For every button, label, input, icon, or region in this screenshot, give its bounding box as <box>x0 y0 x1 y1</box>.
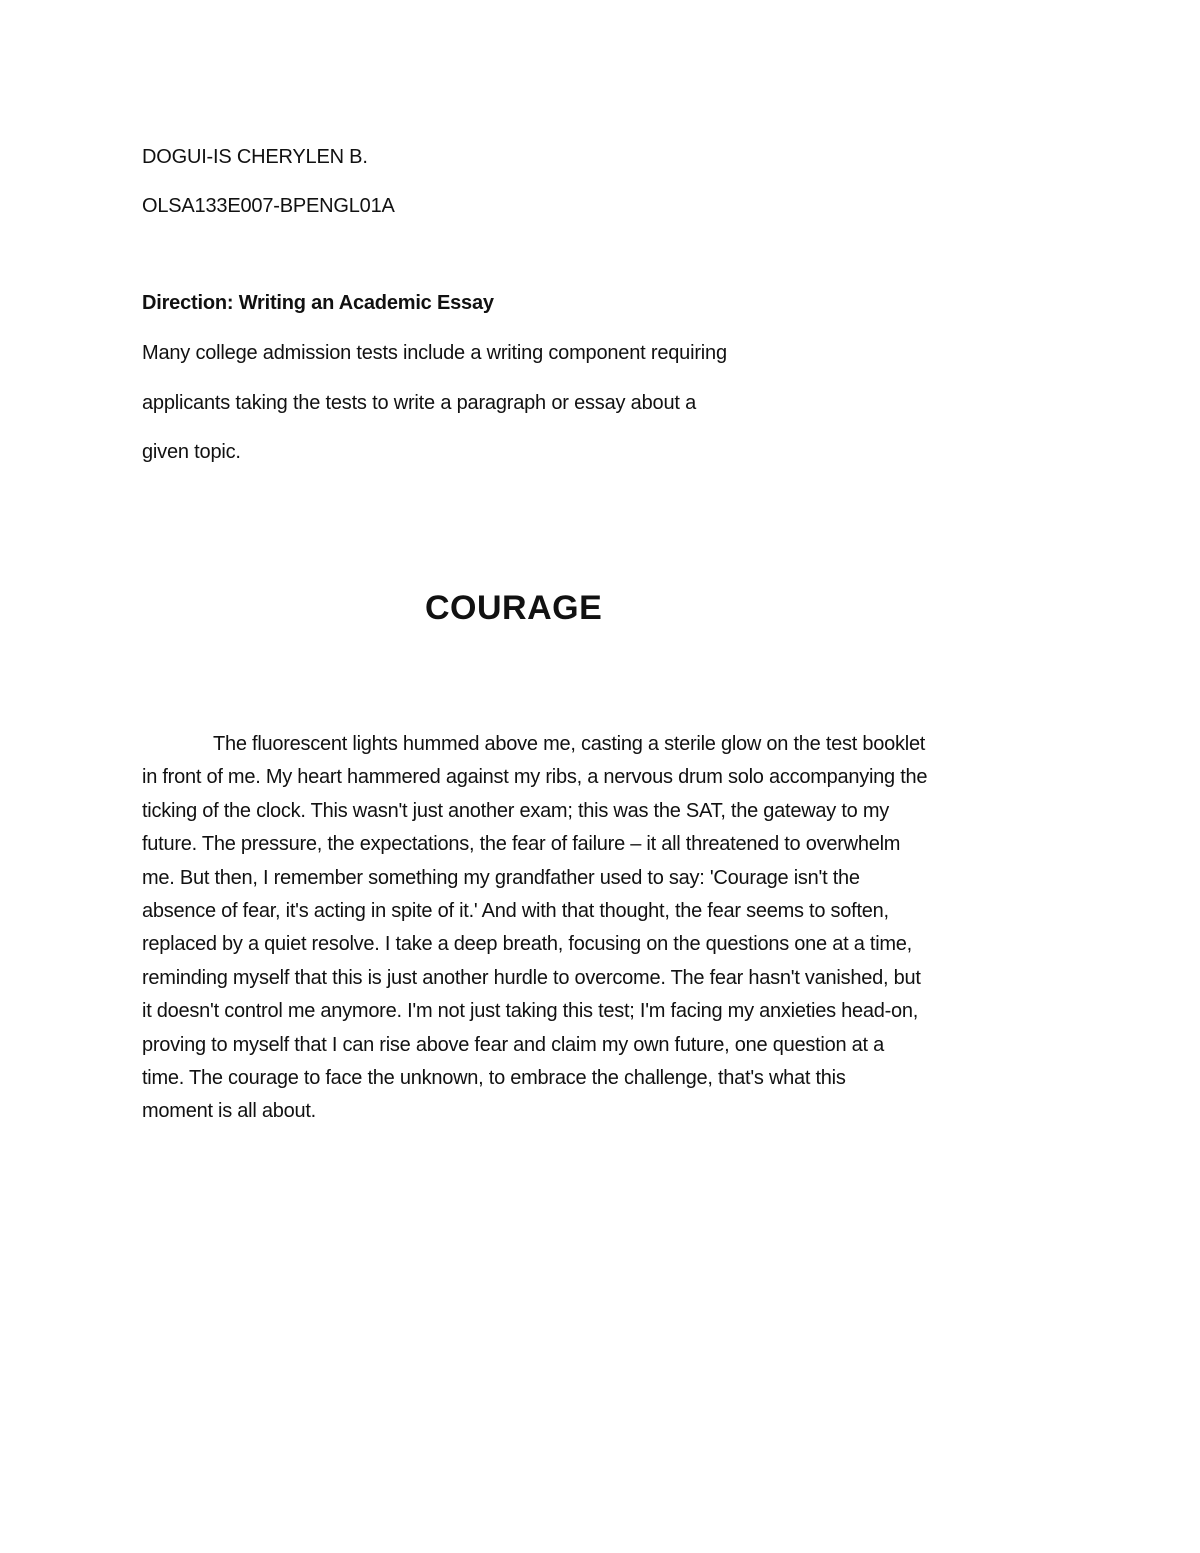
course-code: OLSA133E007-BPENGL01A <box>142 195 395 217</box>
essay-line: me. But then, I remember something my grandfather used to say: 'Courage isn't the <box>142 866 860 889</box>
essay-body <box>142 728 1072 1129</box>
student-name: DOGUI-IS CHERYLEN B. <box>142 146 368 168</box>
essay-line: replaced by a quiet resolve. I take a deep breath, focusing on the questions one at a time, <box>142 933 912 956</box>
direction-line: given topic. <box>142 441 241 463</box>
essay-line: future. The pressure, the expectations, the fear of failure – it all threatened to overwhelm <box>142 833 901 856</box>
essay-line: ticking of the clock. This wasn't just another exam; this was the SAT, the gateway to my <box>142 799 889 822</box>
direction-line: Many college admission tests include a writing component requiring <box>142 342 727 364</box>
essay-line: reminding myself that this is just another hurdle to overcome. The fear hasn't vanished, but <box>142 966 921 989</box>
direction-line: applicants taking the tests to write a paragraph or essay about a <box>142 392 697 414</box>
essay-title: COURAGE <box>425 589 603 627</box>
essay-line: The fluorescent lights hummed above me, casting a sterile glow on the test booklet <box>213 733 926 755</box>
essay-line: moment is all about. <box>142 1100 316 1123</box>
essay-line: time. The courage to face the unknown, to embrace the challenge, that's what this <box>142 1066 846 1089</box>
essay-line: it doesn't control me anymore. I'm not just taking this test; I'm facing my anxieties head-on, <box>142 1000 919 1023</box>
essay-line: in front of me. My heart hammered against my ribs, a nervous drum solo accompanying the <box>142 766 928 789</box>
direction-heading: Direction: Writing an Academic Essay <box>142 292 494 314</box>
essay-line: absence of fear, it's acting in spite of it.' And with that thought, the fear seems to soften, <box>142 899 889 922</box>
essay-line: proving to myself that I can rise above fear and claim my own future, one question at a <box>142 1033 884 1056</box>
